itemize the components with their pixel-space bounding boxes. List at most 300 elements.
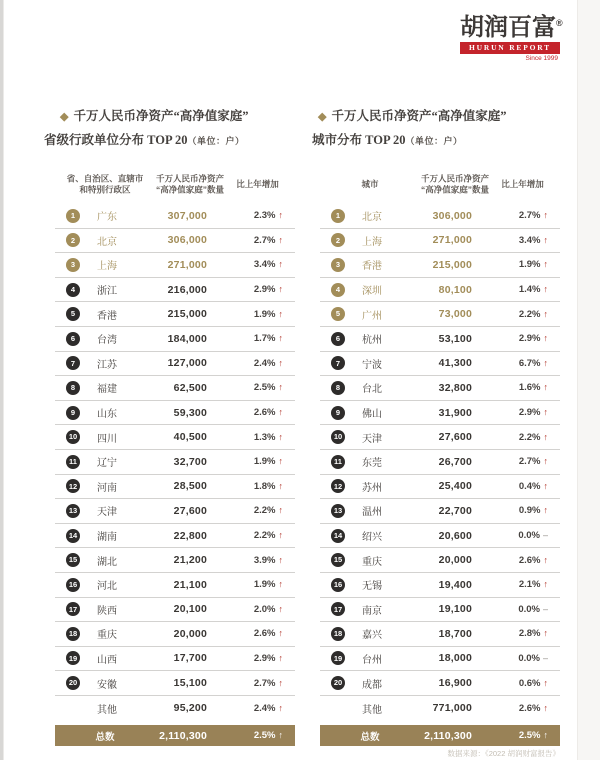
table-row	[320, 376, 560, 401]
up-arrow-icon: ↑	[278, 407, 283, 418]
yoy-change	[207, 210, 295, 221]
up-arrow-icon: ↑	[278, 677, 283, 688]
column-header-line: 千万人民币净资产	[155, 173, 224, 184]
yoy-change-value: 1.9%	[253, 579, 276, 591]
household-count: 16,900	[438, 677, 472, 690]
table-row	[55, 647, 295, 672]
yoy-change	[472, 604, 560, 615]
household-count: 307,000	[167, 209, 207, 222]
rank-badge: 15	[331, 553, 345, 567]
up-arrow-icon: ↑	[278, 456, 283, 467]
rank-badge: 16	[66, 578, 80, 592]
up-arrow-icon: ↑	[543, 259, 548, 270]
yoy-change-value: 2.6%	[518, 702, 541, 714]
household-count: 20,600	[438, 529, 472, 542]
rank-cell	[320, 578, 356, 592]
region-name: 浙江	[97, 286, 117, 298]
region-name: 湖北	[97, 556, 117, 568]
household-count: 20,000	[438, 554, 472, 567]
up-arrow-icon: ↑	[543, 308, 548, 319]
data-source-note: 数据来源：《2022 胡润财富报告》	[447, 749, 560, 758]
province-table-rows	[55, 204, 295, 746]
province-title-line2	[44, 130, 248, 148]
household-count: 80,100	[438, 283, 472, 296]
up-arrow-icon: ↑	[278, 259, 283, 270]
yoy-change	[472, 579, 560, 590]
up-arrow-icon: ↑	[278, 234, 283, 245]
flat-dash-icon: –	[542, 652, 548, 663]
yoy-change-value: 2.2%	[518, 308, 541, 320]
rank-cell	[320, 676, 356, 690]
logo-wordmark-text: 胡润百富	[460, 14, 556, 41]
household-count: 22,700	[438, 504, 472, 517]
region-name: 福建	[97, 384, 117, 396]
rank-badge: 16	[331, 578, 345, 592]
yoy-change	[472, 530, 560, 541]
yoy-change-value: 1.8%	[253, 480, 276, 492]
rank-cell	[320, 233, 356, 247]
province-title-line1	[60, 106, 248, 124]
table-row	[320, 524, 560, 549]
up-arrow-icon: ↑	[278, 505, 283, 516]
table-row	[55, 204, 295, 229]
table-row	[320, 598, 560, 623]
table-row	[55, 327, 295, 352]
column-header	[490, 179, 555, 190]
province-title-text: 千万人民币净资产“高净值家庭”	[73, 109, 249, 123]
rank-cell	[55, 233, 91, 247]
yoy-change	[472, 703, 560, 714]
yoy-change-value: 0.9%	[518, 505, 541, 517]
yoy-change-value: 1.9%	[253, 308, 276, 320]
yoy-change	[207, 628, 295, 639]
up-arrow-icon: ↑	[278, 210, 283, 221]
region-name: 河南	[97, 482, 117, 494]
yoy-change-value: 3.4%	[518, 234, 541, 246]
rank-badge: 19	[331, 651, 345, 665]
rank-cell	[320, 356, 356, 370]
yoy-change	[207, 579, 295, 590]
column-header-line: 和特别行政区	[79, 184, 131, 194]
rank-badge: 12	[331, 479, 345, 493]
rank-badge: 7	[331, 356, 345, 370]
rank-cell	[55, 578, 91, 592]
rank-badge: 15	[66, 553, 80, 567]
yoy-change	[207, 333, 295, 344]
household-count: 2,110,300	[424, 729, 472, 742]
yoy-change-value: 2.3%	[253, 210, 276, 222]
up-arrow-icon: ↑	[543, 234, 548, 245]
rank-cell	[55, 307, 91, 321]
city-table-title	[312, 106, 506, 148]
household-count: 127,000	[167, 357, 207, 370]
region-name: 安徽	[97, 679, 117, 691]
city-title-text: 千万人民币净资产“高净值家庭”	[331, 109, 507, 123]
yoy-change-value: 2.6%	[253, 628, 276, 640]
yoy-change-value: 2.9%	[253, 652, 276, 664]
rank-badge: 11	[331, 455, 345, 469]
yoy-change	[472, 730, 560, 741]
yoy-change	[207, 432, 295, 443]
logo-banner: HURUN REPORT	[460, 42, 560, 54]
yoy-change-value: 2.7%	[518, 456, 541, 468]
rank-badge: 17	[66, 602, 80, 616]
household-count: 15,100	[173, 677, 207, 690]
rank-badge: 2	[66, 233, 80, 247]
region-name: 天津	[97, 507, 117, 519]
region-name: 其他	[362, 704, 382, 716]
region-name: 无锡	[362, 581, 382, 593]
yoy-change-value: 6.7%	[518, 357, 541, 369]
up-arrow-icon: ↑	[278, 480, 283, 491]
rank-badge: 3	[66, 258, 80, 272]
yoy-change	[207, 456, 295, 467]
logo-wordmark	[460, 11, 563, 41]
region-name: 宁波	[362, 359, 382, 371]
up-arrow-icon: ↑	[543, 333, 548, 344]
region-name: 陕西	[97, 605, 117, 617]
household-count: 216,000	[167, 283, 207, 296]
province-table	[55, 169, 295, 746]
table-row	[320, 696, 560, 721]
column-header-line: 千万人民币净资产	[420, 173, 489, 184]
rank-badge: 19	[66, 651, 80, 665]
yoy-change	[472, 309, 560, 320]
rank-cell	[320, 381, 356, 395]
region-name: 深圳	[362, 286, 382, 298]
yoy-change-value: 1.9%	[253, 456, 276, 468]
rank-badge: 5	[331, 307, 345, 321]
yoy-change-value: 0.6%	[518, 677, 541, 689]
household-count: 2,110,300	[159, 729, 207, 742]
region-name: 湖南	[97, 532, 117, 544]
rank-cell	[320, 529, 356, 543]
household-count: 771,000	[432, 702, 472, 715]
household-count: 17,700	[173, 652, 207, 665]
up-arrow-icon: ↑	[278, 308, 283, 319]
household-count: 18,000	[438, 652, 472, 665]
yoy-change-value: 1.7%	[253, 333, 276, 345]
yoy-change-value: 2.7%	[518, 210, 541, 222]
region-name: 南京	[362, 605, 382, 617]
rank-badge: 7	[66, 356, 80, 370]
registered-mark-icon: ®	[556, 18, 563, 28]
yoy-change-value: 2.7%	[253, 234, 276, 246]
rank-badge: 17	[331, 602, 345, 616]
region-name: 天津	[362, 433, 382, 445]
household-count: 18,700	[438, 627, 472, 640]
table-row	[320, 548, 560, 573]
city-unit-text: （单位：户）	[405, 136, 463, 146]
rank-cell	[320, 455, 356, 469]
household-count: 184,000	[167, 332, 207, 345]
rank-cell	[55, 651, 91, 665]
rank-badge: 20	[66, 676, 80, 690]
table-row	[55, 598, 295, 623]
column-header	[150, 174, 230, 195]
yoy-change	[472, 555, 560, 566]
rank-cell	[320, 553, 356, 567]
up-arrow-icon: ↑	[543, 456, 548, 467]
yoy-change	[207, 481, 295, 492]
column-header-line: “高净值家庭”数量	[420, 184, 489, 194]
region-name: 佛山	[362, 409, 382, 421]
rank-badge: 14	[66, 529, 80, 543]
table-row	[320, 229, 560, 254]
region-name: 重庆	[97, 630, 117, 642]
up-arrow-icon: ↑	[278, 628, 283, 639]
yoy-change-value: 1.3%	[253, 431, 276, 443]
rank-cell	[55, 332, 91, 346]
table-row	[55, 425, 295, 450]
up-arrow-icon: ↑	[543, 407, 548, 418]
rank-badge: 4	[331, 283, 345, 297]
household-count: 19,400	[438, 578, 472, 591]
yoy-change-value: 2.4%	[253, 357, 276, 369]
household-count: 62,500	[173, 381, 207, 394]
household-count: 32,700	[173, 455, 207, 468]
city-title-line1	[318, 106, 506, 124]
yoy-change	[207, 505, 295, 516]
rank-badge: 10	[331, 430, 345, 444]
household-count: 21,100	[173, 578, 207, 591]
rank-badge: 4	[66, 283, 80, 297]
rank-cell	[55, 627, 91, 641]
rank-cell	[320, 209, 356, 223]
rank-cell	[320, 406, 356, 420]
yoy-change-value: 2.5%	[518, 730, 541, 742]
rank-cell	[55, 602, 91, 616]
rank-badge: 5	[66, 307, 80, 321]
yoy-change-value: 1.9%	[518, 259, 541, 271]
yoy-change	[207, 382, 295, 393]
province-table-header	[55, 169, 295, 199]
up-arrow-icon: ↑	[543, 382, 548, 393]
table-row	[320, 278, 560, 303]
logo-since-text: Since 1999	[525, 55, 558, 62]
household-count: 20,100	[173, 603, 207, 616]
province-subtitle-text: 省级行政单位分布 TOP 20	[44, 133, 188, 147]
yoy-change-value: 3.4%	[253, 259, 276, 271]
column-header-line: 城市	[361, 178, 379, 189]
household-count: 26,700	[438, 455, 472, 468]
rank-cell	[55, 209, 91, 223]
region-name: 香港	[362, 261, 382, 273]
table-row	[320, 622, 560, 647]
region-name: 广州	[362, 310, 382, 322]
region-name: 总数	[360, 731, 380, 743]
up-arrow-icon: ↑	[278, 652, 283, 663]
rank-cell	[55, 356, 91, 370]
rank-cell	[55, 430, 91, 444]
rank-cell	[55, 553, 91, 567]
region-name: 广东	[97, 212, 117, 224]
yoy-change-value: 2.8%	[518, 628, 541, 640]
rank-cell	[55, 504, 91, 518]
page-left-edge	[0, 0, 4, 760]
household-count: 21,200	[173, 554, 207, 567]
household-count: 28,500	[173, 480, 207, 493]
region-name: 绍兴	[362, 532, 382, 544]
region-name: 上海	[97, 261, 117, 273]
region-name: 辽宁	[97, 458, 117, 470]
rank-cell	[320, 332, 356, 346]
yoy-change	[207, 604, 295, 615]
yoy-change-value: 1.4%	[518, 284, 541, 296]
household-count: 32,800	[438, 381, 472, 394]
rank-cell	[320, 258, 356, 272]
up-arrow-icon: ↑	[543, 702, 548, 713]
household-count: 40,500	[173, 431, 207, 444]
yoy-change-value: 0.0%	[518, 652, 540, 664]
up-arrow-icon: ↑	[543, 677, 548, 688]
table-row	[55, 548, 295, 573]
yoy-change	[207, 284, 295, 295]
table-row	[320, 352, 560, 377]
yoy-change	[472, 210, 560, 221]
up-arrow-icon: ↑	[543, 730, 548, 741]
city-table-rows	[320, 204, 560, 746]
yoy-change	[472, 653, 560, 664]
yoy-change	[472, 678, 560, 689]
region-name: 东莞	[362, 458, 382, 470]
yoy-change	[472, 628, 560, 639]
city-table-header	[320, 169, 560, 199]
up-arrow-icon: ↑	[278, 382, 283, 393]
rank-cell	[320, 651, 356, 665]
table-row	[320, 327, 560, 352]
yoy-change-value: 2.1%	[518, 579, 541, 591]
household-count: 306,000	[432, 209, 472, 222]
household-count: 22,800	[173, 529, 207, 542]
column-header-line: “高净值家庭”数量	[155, 184, 224, 194]
rank-badge: 2	[331, 233, 345, 247]
yoy-change	[472, 382, 560, 393]
up-arrow-icon: ↑	[543, 554, 548, 565]
table-row	[55, 499, 295, 524]
yoy-change	[207, 730, 295, 741]
yoy-change	[472, 235, 560, 246]
yoy-change	[472, 481, 560, 492]
household-count: 215,000	[167, 308, 207, 321]
table-row	[320, 499, 560, 524]
table-row	[55, 278, 295, 303]
yoy-change	[207, 653, 295, 664]
yoy-change-value: 2.2%	[253, 505, 276, 517]
yoy-change	[472, 407, 560, 418]
up-arrow-icon: ↑	[278, 357, 283, 368]
yoy-change-value: 2.9%	[253, 284, 276, 296]
table-row	[55, 352, 295, 377]
household-count: 53,100	[438, 332, 472, 345]
table-row	[320, 253, 560, 278]
table-row	[320, 671, 560, 696]
yoy-change-value: 2.6%	[253, 407, 276, 419]
household-count: 27,600	[173, 504, 207, 517]
table-row	[320, 302, 560, 327]
rank-cell	[55, 529, 91, 543]
rank-cell	[320, 479, 356, 493]
region-name: 山西	[97, 654, 117, 666]
up-arrow-icon: ↑	[543, 505, 548, 516]
yoy-change-value: 0.0%	[518, 530, 540, 542]
yoy-change-value: 2.9%	[518, 333, 541, 345]
rank-badge: 6	[66, 332, 80, 346]
yoy-change-value: 2.6%	[518, 554, 541, 566]
region-name: 总数	[95, 731, 115, 743]
region-name: 山东	[97, 409, 117, 421]
yoy-change	[472, 432, 560, 443]
yoy-change-value: 0.4%	[518, 480, 541, 492]
household-count: 59,300	[173, 406, 207, 419]
rank-badge: 3	[331, 258, 345, 272]
household-count: 95,200	[173, 702, 207, 715]
yoy-change-value: 2.7%	[253, 677, 276, 689]
up-arrow-icon: ↑	[278, 702, 283, 713]
table-row	[320, 450, 560, 475]
household-count: 25,400	[438, 480, 472, 493]
table-row	[320, 204, 560, 229]
rank-cell	[320, 602, 356, 616]
hurun-logo	[460, 11, 563, 62]
yoy-change-value: 2.4%	[253, 702, 276, 714]
yoy-change-value: 2.5%	[253, 382, 276, 394]
rank-cell	[55, 406, 91, 420]
rank-badge: 1	[331, 209, 345, 223]
flat-dash-icon: –	[542, 603, 548, 614]
household-count: 271,000	[167, 258, 207, 271]
rank-badge: 8	[331, 381, 345, 395]
region-name: 北京	[362, 212, 382, 224]
table-row	[55, 475, 295, 500]
yoy-change	[207, 555, 295, 566]
yoy-change-value: 0.0%	[518, 603, 540, 615]
table-row	[320, 647, 560, 672]
table-row	[55, 671, 295, 696]
up-arrow-icon: ↑	[543, 431, 548, 442]
rank-cell	[320, 504, 356, 518]
yoy-change	[207, 703, 295, 714]
yoy-change	[472, 456, 560, 467]
household-count: 20,000	[173, 627, 207, 640]
yoy-change	[207, 678, 295, 689]
household-count: 271,000	[432, 234, 472, 247]
page-right-edge	[577, 0, 600, 760]
up-arrow-icon: ↑	[278, 284, 283, 295]
yoy-change-value: 1.6%	[518, 382, 541, 394]
diamond-icon: ◆	[318, 111, 327, 123]
table-row	[55, 401, 295, 426]
up-arrow-icon: ↑	[278, 333, 283, 344]
rank-badge: 20	[331, 676, 345, 690]
flat-dash-icon: –	[542, 530, 548, 541]
rank-cell	[55, 381, 91, 395]
up-arrow-icon: ↑	[543, 480, 548, 491]
column-header	[55, 174, 155, 195]
province-table-title	[44, 106, 248, 148]
province-unit-text: （单位：户）	[187, 136, 245, 146]
table-row	[320, 401, 560, 426]
column-header-line: 省、自治区、直辖市	[66, 173, 144, 184]
rank-cell	[55, 283, 91, 297]
yoy-change-value: 2.5%	[253, 730, 276, 742]
region-name: 杭州	[362, 335, 382, 347]
region-name: 台州	[362, 654, 382, 666]
rank-cell	[320, 627, 356, 641]
region-name: 河北	[97, 581, 117, 593]
region-name: 成都	[362, 679, 382, 691]
region-name: 香港	[97, 310, 117, 322]
